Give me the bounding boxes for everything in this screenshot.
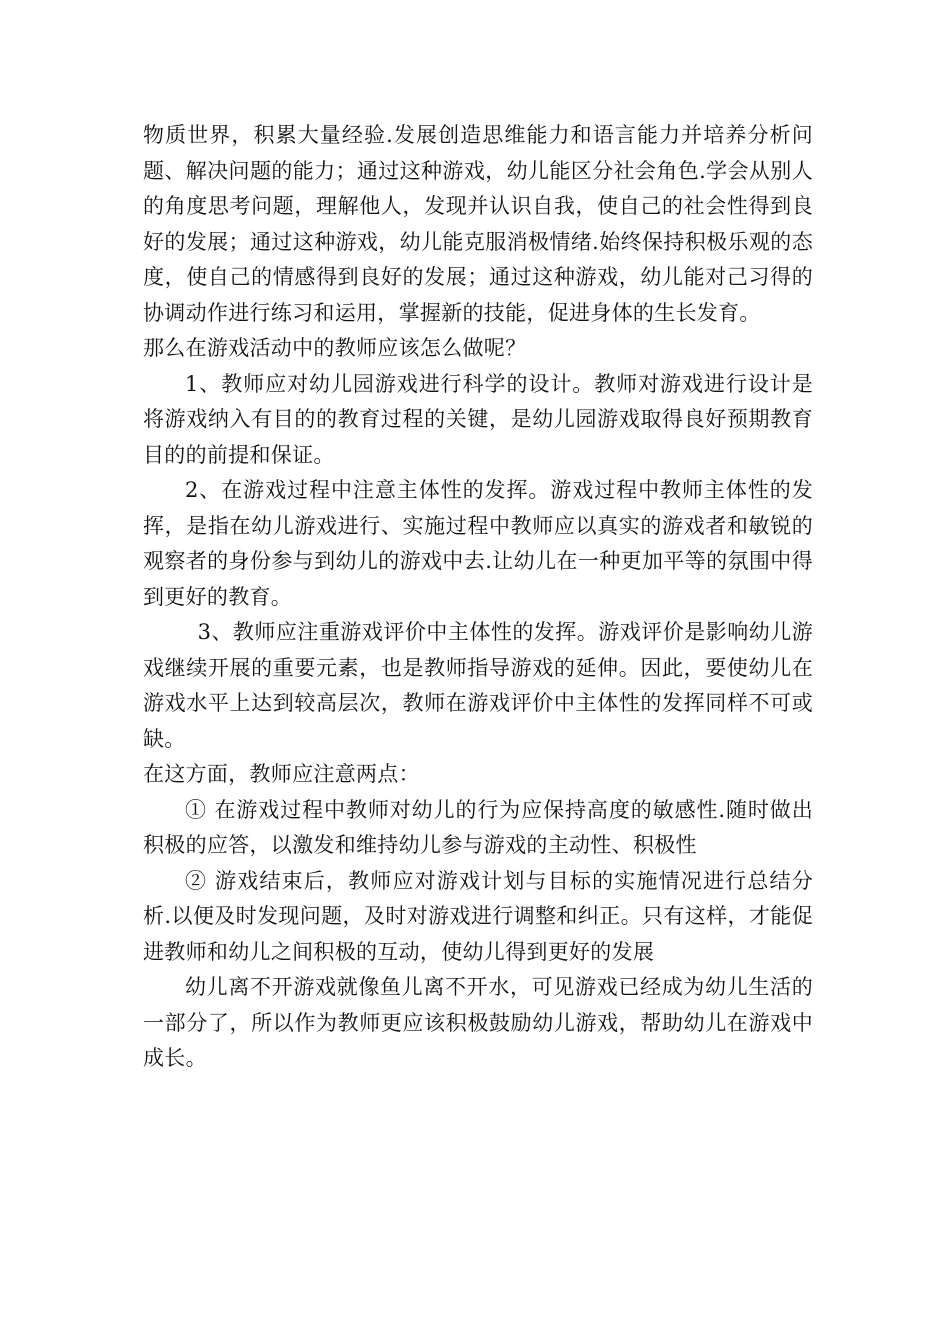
document-body	[143, 118, 813, 1077]
paragraph-conclusion: 幼儿离不开游戏就像鱼儿离不开水，可见游戏已经成为幼儿生活的一部分了，所以作为教师更应该积极鼓励幼儿游戏，帮助幼儿在游戏中成长。	[143, 975, 813, 1070]
paragraph-two-points-intro: 在这方面，教师应注意两点：	[143, 762, 420, 786]
paragraph-subpoint-1: ① 在游戏过程中教师对幼儿的行为应保持高度的敏感性.随时做出积极的应答，以激发和维持幼儿参与游戏的主动性、积极性	[143, 797, 813, 857]
paragraph-point-2: 2、在游戏过程中注意主体性的发挥。游戏过程中教师主体性的发挥，是指在幼儿游戏进行、实施过程中教师应以真实的游戏者和敏锐的观察者的身份参与到幼儿的游戏中去.让幼儿在一种更加平等的氛围中得到更好的教育。	[143, 478, 813, 609]
paragraph-continuation: 物质世界，积累大量经验.发展创造思维能力和语言能力并培养分析问题、解决问题的能力；通过这种游戏，幼儿能区分社会角色.学会从别人的角度思考问题，理解他人，发现并认识自我，使自己的社会性得到良好的发展；通过这种游戏，幼儿能克服消极情绪.始终保持积极乐观的态度，使自己的情感得到良好的发展；通过这种游戏，幼儿能对己习得的协调动作进行练习和运用，掌握新的技能，促进身体的生长发育。	[143, 123, 813, 325]
paragraph-point-1: 1、教师应对幼儿园游戏进行科学的设计。教师对游戏进行设计是将游戏纳入有目的的教育过程的关键，是幼儿园游戏取得良好预期教育目的的前提和保证。	[143, 371, 813, 467]
paragraph-subpoint-2: ② 游戏结束后，教师应对游戏计划与目标的实施情况进行总结分析.以便及时发现问题，及时对游戏进行调整和纠正。只有这样，才能促进教师和幼儿之间积极的互动，使幼儿得到更好的发展	[143, 868, 813, 964]
paragraph-question: 那么在游戏活动中的教师应该怎么做呢？	[143, 336, 527, 360]
paragraph-point-3: 3、教师应注重游戏评价中主体性的发挥。游戏评价是影响幼儿游戏继续开展的重要元素，也是教师指导游戏的延伸。因此，要使幼儿在游戏水平上达到较高层次，教师在游戏评价中主体性的发挥同样不可或缺。	[143, 620, 813, 751]
